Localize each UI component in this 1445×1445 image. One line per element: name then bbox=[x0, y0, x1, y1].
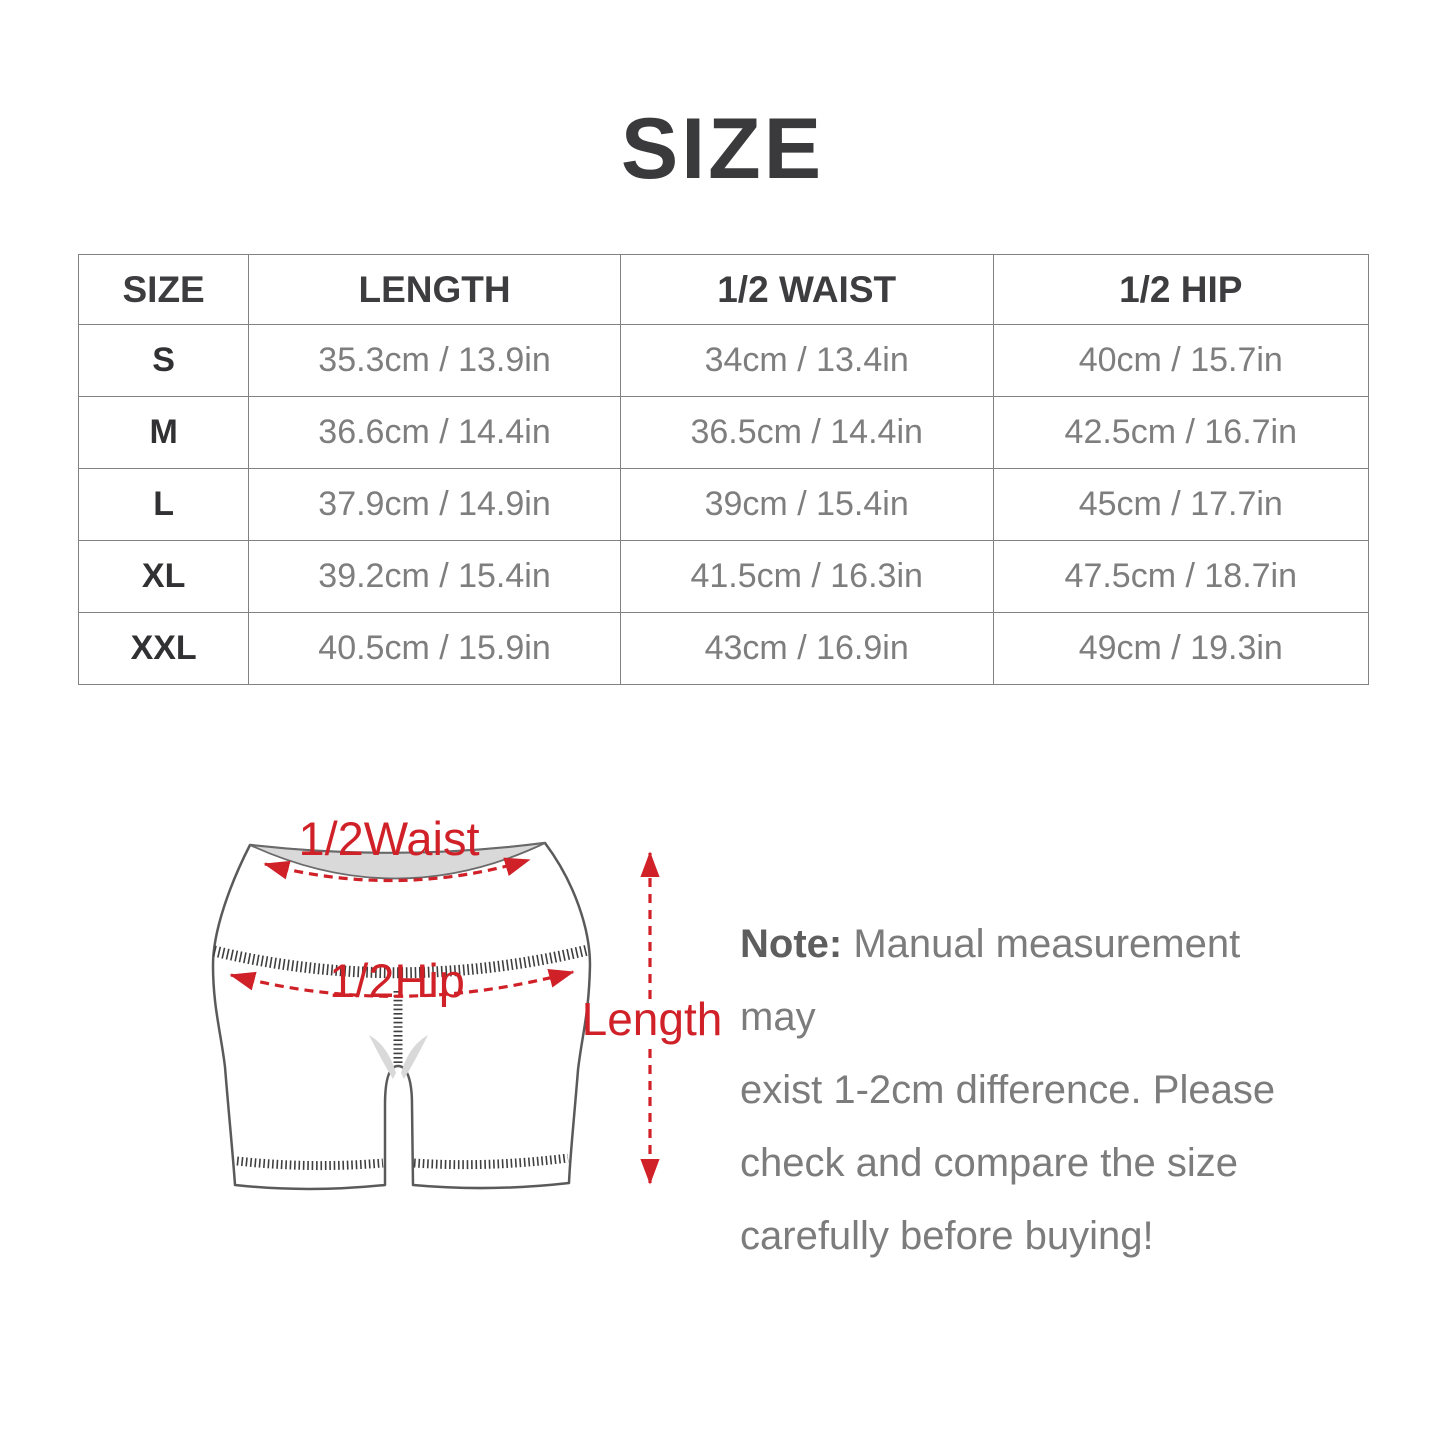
table-row bbox=[79, 541, 1369, 613]
shorts-diagram-svg bbox=[185, 805, 730, 1230]
half-hip-cell: 49cm / 19.3in bbox=[993, 613, 1368, 685]
half-hip-cell: 45cm / 17.7in bbox=[993, 469, 1368, 541]
size-cell: XXL bbox=[79, 613, 249, 685]
shorts-outline bbox=[213, 843, 590, 1189]
column-header-length: LENGTH bbox=[249, 255, 621, 325]
column-header-half-hip: 1/2 HIP bbox=[993, 255, 1368, 325]
waist-label: 1/2Waist bbox=[298, 812, 480, 865]
half-waist-cell: 41.5cm / 16.3in bbox=[620, 541, 993, 613]
half-waist-cell: 39cm / 15.4in bbox=[620, 469, 993, 541]
page-title: SIZE bbox=[620, 101, 825, 197]
half-waist-cell: 36.5cm / 14.4in bbox=[620, 397, 993, 469]
length-cell: 37.9cm / 14.9in bbox=[249, 469, 621, 541]
note-prefix: Note: bbox=[740, 922, 843, 966]
size-cell: XL bbox=[79, 541, 249, 613]
note-line: check and compare the size bbox=[740, 1141, 1239, 1185]
table-row bbox=[79, 613, 1369, 685]
size-cell: L bbox=[79, 469, 249, 541]
length-cell: 40.5cm / 15.9in bbox=[249, 613, 621, 685]
half-waist-cell: 34cm / 13.4in bbox=[620, 325, 993, 397]
half-hip-cell: 42.5cm / 16.7in bbox=[993, 397, 1368, 469]
note-text bbox=[740, 908, 1280, 1273]
note-line bbox=[740, 908, 1280, 1054]
shorts-measurement-diagram bbox=[185, 805, 730, 1230]
table-header-row bbox=[79, 255, 1369, 325]
column-header-half-waist: 1/2 WAIST bbox=[620, 255, 993, 325]
note-line: exist 1-2cm difference. Please bbox=[740, 1068, 1276, 1112]
length-label: Length bbox=[581, 993, 723, 1045]
column-header-size: SIZE bbox=[79, 255, 249, 325]
length-cell: 39.2cm / 15.4in bbox=[249, 541, 621, 613]
half-waist-cell: 43cm / 16.9in bbox=[620, 613, 993, 685]
length-cell: 35.3cm / 13.9in bbox=[249, 325, 621, 397]
hip-label: 1/2Hip bbox=[329, 954, 465, 1007]
size-cell: M bbox=[79, 397, 249, 469]
size-table bbox=[78, 254, 1369, 685]
half-hip-cell: 47.5cm / 18.7in bbox=[993, 541, 1368, 613]
size-cell: S bbox=[79, 325, 249, 397]
note-line1-text: Manual measurement may bbox=[740, 922, 1241, 1039]
note-line: carefully before buying! bbox=[740, 1214, 1154, 1258]
table-row bbox=[79, 469, 1369, 541]
table-row bbox=[79, 397, 1369, 469]
length-cell: 36.6cm / 14.4in bbox=[249, 397, 621, 469]
half-hip-cell: 40cm / 15.7in bbox=[993, 325, 1368, 397]
table-row bbox=[79, 325, 1369, 397]
